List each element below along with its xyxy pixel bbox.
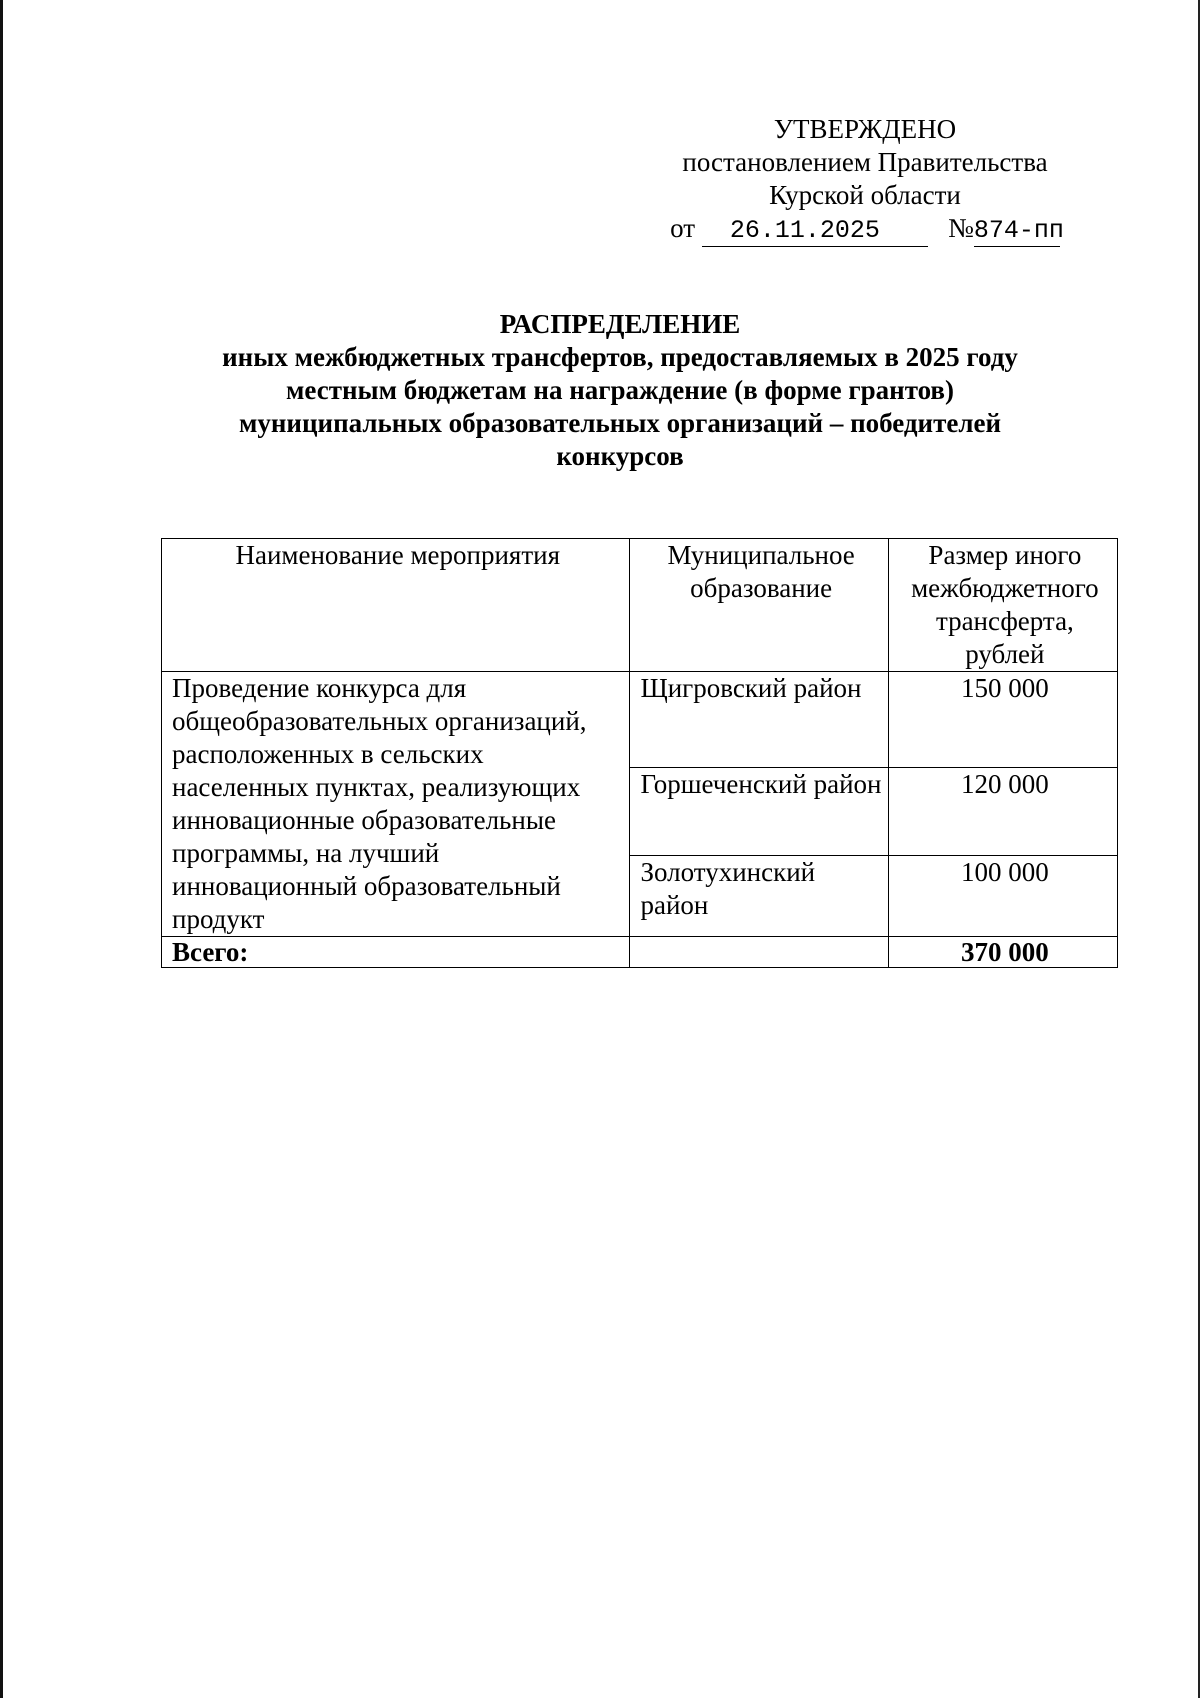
distribution-table bbox=[161, 538, 1118, 968]
number-prefix: № bbox=[948, 213, 974, 243]
event-name-cell: Проведение конкурса для общеобразовательных организаций, расположенных в сельских населенных пунктах, реализующих инновационные образовательные программы, на лучший инновационный образовательный продукт bbox=[162, 672, 630, 937]
title-line-3: местным бюджетам на награждение (в форме грантов) bbox=[286, 375, 954, 405]
header-event: Наименование мероприятия bbox=[162, 539, 630, 672]
approval-date-line bbox=[640, 212, 1090, 247]
approval-stamp bbox=[640, 113, 1090, 247]
title-line-1: РАСПРЕДЕЛЕНИЕ bbox=[499, 309, 741, 339]
approval-number: 874-пп bbox=[973, 216, 1064, 245]
title-line-5: конкурсов bbox=[556, 441, 684, 471]
header-municipality: Муниципальное образование bbox=[630, 539, 888, 672]
document-title bbox=[160, 308, 1080, 473]
approval-title: УТВЕРЖДЕНО bbox=[773, 114, 957, 144]
table-header-row bbox=[162, 539, 1118, 672]
approval-date: 26.11.2025 bbox=[702, 216, 928, 247]
total-amount: 370 000 bbox=[888, 937, 1117, 968]
title-line-2: иных межбюджетных трансфертов, предоставляемых в 2025 году bbox=[222, 342, 1018, 372]
from-prefix: от bbox=[670, 213, 696, 243]
approval-by: постановлением Правительства bbox=[682, 147, 1048, 177]
approval-region: Курской области bbox=[769, 180, 961, 210]
amount-cell: 120 000 bbox=[888, 768, 1117, 856]
table-total-row bbox=[162, 937, 1118, 968]
title-line-4: муниципальных образовательных организаций – победителей bbox=[238, 408, 1002, 438]
total-municipality bbox=[630, 937, 888, 968]
municipality-cell: Золотухинский район bbox=[630, 856, 888, 937]
scan-edge-left bbox=[0, 0, 3, 1698]
table-row bbox=[162, 672, 1118, 768]
municipality-cell: Горшеченский район bbox=[630, 768, 888, 856]
amount-cell: 100 000 bbox=[888, 856, 1117, 937]
total-label: Всего: bbox=[162, 937, 630, 968]
amount-cell: 150 000 bbox=[888, 672, 1117, 768]
header-amount: Размер иного межбюджетного трансферта, рублей bbox=[888, 539, 1117, 672]
municipality-cell: Щигровский район bbox=[630, 672, 888, 768]
